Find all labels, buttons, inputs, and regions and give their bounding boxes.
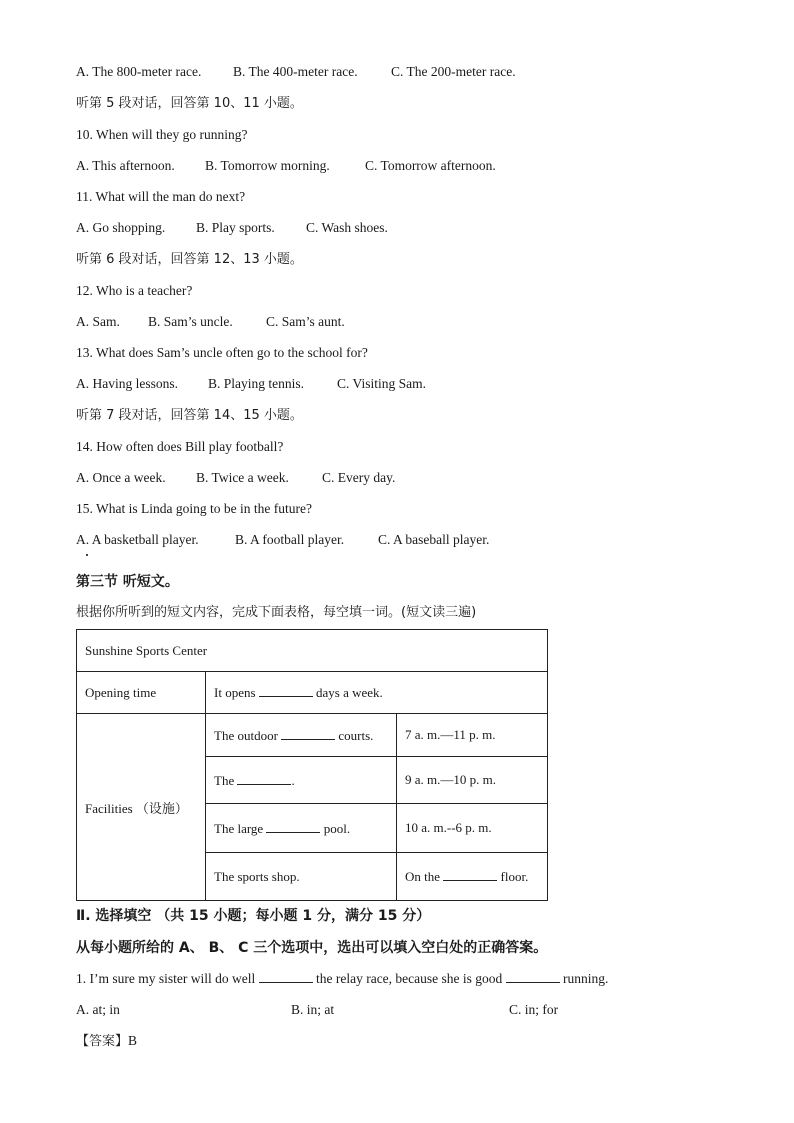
- p2q1-mid: the relay race, because she is good: [315, 971, 503, 986]
- facility-pre: The: [214, 772, 235, 788]
- facility-cell: The sports shop.: [206, 853, 397, 901]
- sports-center-table: [76, 629, 548, 901]
- facility-pre: The large: [214, 820, 264, 836]
- p2q1-option-a: A. at; in: [76, 1002, 120, 1017]
- part-2-instruction: 从每小题所给的 A、 B、 C 三个选项中，选出可以填入空白处的正确答案。: [76, 940, 548, 956]
- answer-blank[interactable]: [443, 868, 497, 881]
- conversation-7-instruction: 听第 7 段对话，回答第 14、15 小题。: [76, 408, 303, 423]
- answer-blank[interactable]: [259, 684, 313, 697]
- part-2-title: Ⅱ. 选择填空 （共 15 小题；每小题 1 分，满分 15 分）: [76, 908, 431, 924]
- p2q1-option-b: B. in; at: [291, 1002, 335, 1017]
- facilities-label: Facilities （设施）: [77, 714, 206, 901]
- hours-cell: 9 a. m.—10 p. m.: [397, 757, 548, 804]
- table-title: Sunshine Sports Center: [77, 630, 548, 672]
- q9-option-c: C. The 200-meter race.: [391, 64, 516, 79]
- q15-option-b: B. A football player.: [235, 532, 345, 547]
- answer-line: [76, 1032, 137, 1051]
- q10-option-a: A. This afternoon.: [76, 158, 175, 173]
- section-3-title: 第三节 听短文。: [76, 574, 179, 590]
- answer-blank[interactable]: [506, 970, 560, 983]
- opening-time-label: Opening time: [77, 672, 206, 714]
- q9-option-a: A. The 800-meter race.: [76, 64, 202, 79]
- conversation-6-instruction: 听第 6 段对话，回答第 12、13 小题。: [76, 252, 303, 267]
- question-15: 15. What is Linda going to be in the future?: [76, 501, 312, 516]
- floor-post: floor.: [500, 869, 529, 884]
- q10-option-b: B. Tomorrow morning.: [205, 158, 330, 173]
- opening-post: days a week.: [316, 685, 383, 700]
- q12-option-c: C. Sam’s aunt.: [266, 314, 345, 329]
- hours-cell: 10 a. m.--6 p. m.: [397, 804, 548, 853]
- p2q1-post: running.: [563, 971, 609, 986]
- facility-cell: [206, 804, 397, 853]
- q13-option-c: C. Visiting Sam.: [337, 376, 426, 391]
- answer-blank[interactable]: [237, 772, 291, 785]
- q14-option-b: B. Twice a week.: [196, 470, 289, 485]
- facility-pre: The outdoor: [214, 727, 278, 743]
- facility-cell: [206, 757, 397, 804]
- question-10: 10. When will they go running?: [76, 127, 248, 142]
- q9-option-b: B. The 400-meter race.: [233, 64, 358, 79]
- q12-option-b: B. Sam’s uncle.: [148, 314, 233, 329]
- q14-option-a: A. Once a week.: [76, 470, 166, 485]
- q15-option-c: C. A baseball player.: [378, 532, 490, 547]
- question-11: 11. What will the man do next?: [76, 189, 246, 204]
- answer-blank[interactable]: [259, 970, 313, 983]
- facility-post: pool.: [323, 820, 351, 836]
- floor-cell: [397, 853, 548, 901]
- p2q1-option-c: C. in; for: [509, 1002, 559, 1017]
- answer-blank[interactable]: [266, 820, 320, 833]
- scan-mark: [86, 554, 88, 556]
- q11-option-b: B. Play sports.: [196, 220, 275, 235]
- question-12: 12. Who is a teacher?: [76, 283, 193, 298]
- q14-option-c: C. Every day.: [322, 470, 396, 485]
- hours-cell: 7 a. m.—11 p. m.: [397, 714, 548, 757]
- opening-time-cell: [206, 672, 548, 714]
- q10-option-c: C. Tomorrow afternoon.: [365, 158, 496, 173]
- q12-option-a: A. Sam.: [76, 314, 120, 329]
- answer-value: B: [128, 1033, 138, 1048]
- facility-post: courts.: [338, 727, 374, 743]
- question-14: 14. How often does Bill play football?: [76, 439, 284, 454]
- answer-label: 【答案】: [76, 1034, 129, 1049]
- facility-post: .: [291, 772, 295, 788]
- q13-option-a: A. Having lessons.: [76, 376, 178, 391]
- q13-option-b: B. Playing tennis.: [208, 376, 305, 391]
- part-2-question-1: [76, 970, 608, 988]
- opening-pre: It opens: [214, 685, 256, 700]
- p2q1-pre: 1. I’m sure my sister will do well: [76, 971, 256, 986]
- answer-blank[interactable]: [281, 727, 335, 740]
- floor-pre: On the: [405, 869, 441, 884]
- facility-cell: [206, 714, 397, 757]
- section-3-instruction: 根据你所听到的短文内容，完成下面表格，每空填一词。(短文读三遍): [76, 605, 477, 620]
- q11-option-a: A. Go shopping.: [76, 220, 166, 235]
- q15-option-a: A. A basketball player.: [76, 532, 199, 547]
- question-13: 13. What does Sam’s uncle often go to the school for?: [76, 345, 368, 360]
- conversation-5-instruction: 听第 5 段对话，回答第 10、11 小题。: [76, 96, 303, 111]
- q11-option-c: C. Wash shoes.: [306, 220, 388, 235]
